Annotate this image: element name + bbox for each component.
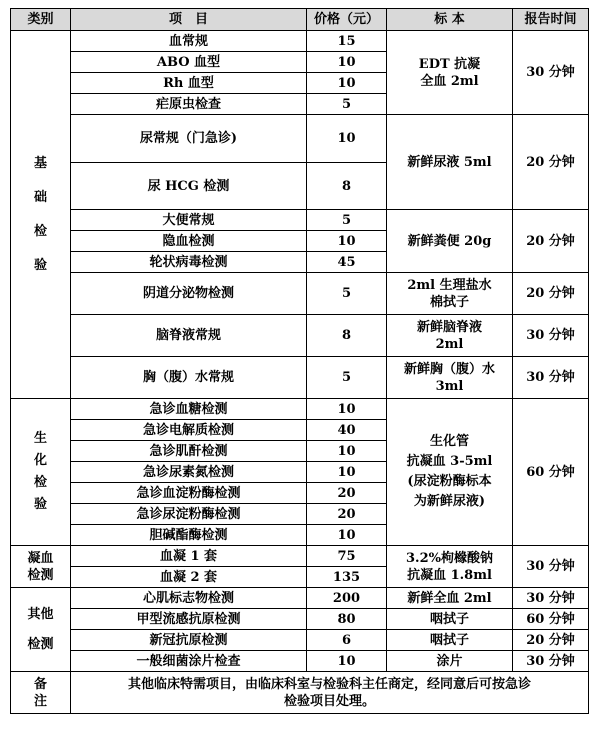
price-cell: 10 (307, 115, 387, 163)
price-cell: 10 (307, 231, 387, 252)
price-cell: 20 (307, 504, 387, 525)
item-cell: 脑脊液常规 (71, 315, 307, 357)
item-cell: ABO 血型 (71, 52, 307, 73)
item-cell: 阴道分泌物检测 (71, 273, 307, 315)
time-cell: 60 分钟 (513, 399, 589, 546)
table-row (11, 399, 589, 420)
price-cell: 40 (307, 420, 387, 441)
table-row (11, 651, 589, 672)
table-row (11, 546, 589, 567)
price-cell: 8 (307, 163, 387, 210)
specimen-cell: 生化管 抗凝血 3-5ml (尿淀粉酶标本 为新鲜尿液) (387, 399, 513, 546)
table-row (11, 588, 589, 609)
table-row (11, 31, 589, 52)
price-cell: 20 (307, 483, 387, 504)
specimen-cell: 新鲜脑脊液 2ml (387, 315, 513, 357)
price-cell: 135 (307, 567, 387, 588)
time-cell: 30 分钟 (513, 546, 589, 588)
category-basic: 基 础 检 验 (11, 31, 71, 399)
item-cell: 急诊血糖检测 (71, 399, 307, 420)
price-cell: 8 (307, 315, 387, 357)
header-item: 项 目 (71, 9, 307, 31)
time-cell: 60 分钟 (513, 609, 589, 630)
item-cell: Rh 血型 (71, 73, 307, 94)
price-cell: 10 (307, 399, 387, 420)
note-row (11, 672, 589, 714)
price-cell: 80 (307, 609, 387, 630)
item-cell: 血常规 (71, 31, 307, 52)
specimen-cell: 涂片 (387, 651, 513, 672)
time-cell: 30 分钟 (513, 357, 589, 399)
header-category: 类别 (11, 9, 71, 31)
item-cell: 急诊电解质检测 (71, 420, 307, 441)
price-cell: 10 (307, 73, 387, 94)
price-cell: 6 (307, 630, 387, 651)
specimen-cell: 新鲜全血 2ml (387, 588, 513, 609)
specimen-cell: EDT 抗凝 全血 2ml (387, 31, 513, 115)
item-cell: 急诊尿淀粉酶检测 (71, 504, 307, 525)
table-row (11, 273, 589, 315)
item-cell: 急诊肌酐检测 (71, 441, 307, 462)
item-cell: 胆碱酯酶检测 (71, 525, 307, 546)
category-note: 备 注 (11, 672, 71, 714)
price-cell: 75 (307, 546, 387, 567)
time-cell: 30 分钟 (513, 315, 589, 357)
table-row (11, 115, 589, 163)
specimen-cell: 新鲜尿液 5ml (387, 115, 513, 210)
time-cell: 30 分钟 (513, 651, 589, 672)
exam-price-table (10, 8, 589, 714)
time-cell: 20 分钟 (513, 273, 589, 315)
item-cell: 尿常规（门急诊) (71, 115, 307, 163)
price-cell: 10 (307, 462, 387, 483)
price-cell: 10 (307, 651, 387, 672)
item-cell: 血凝 2 套 (71, 567, 307, 588)
specimen-cell: 新鲜胸（腹）水 3ml (387, 357, 513, 399)
price-cell: 10 (307, 52, 387, 73)
time-cell: 20 分钟 (513, 115, 589, 210)
category-biochem: 生 化 检 验 (11, 399, 71, 546)
item-cell: 隐血检测 (71, 231, 307, 252)
table-row (11, 315, 589, 357)
time-cell: 30 分钟 (513, 31, 589, 115)
time-cell: 20 分钟 (513, 630, 589, 651)
item-cell: 胸（腹）水常规 (71, 357, 307, 399)
table-row (11, 357, 589, 399)
price-cell: 200 (307, 588, 387, 609)
note-text: 其他临床特需项目，由临床科室与检验科主任商定，经同意后可按急诊 检验项目处理。 (71, 672, 589, 714)
specimen-cell: 咽拭子 (387, 630, 513, 651)
item-cell: 血凝 1 套 (71, 546, 307, 567)
item-cell: 急诊尿素氮检测 (71, 462, 307, 483)
item-cell: 新冠抗原检测 (71, 630, 307, 651)
price-cell: 45 (307, 252, 387, 273)
price-cell: 10 (307, 525, 387, 546)
table-row (11, 630, 589, 651)
price-cell: 15 (307, 31, 387, 52)
time-cell: 30 分钟 (513, 588, 589, 609)
item-cell: 轮状病毒检测 (71, 252, 307, 273)
item-cell: 疟原虫检查 (71, 94, 307, 115)
item-cell: 尿 HCG 检测 (71, 163, 307, 210)
header-row (11, 9, 589, 31)
category-coag: 凝血 检测 (11, 546, 71, 588)
header-time: 报告时间 (513, 9, 589, 31)
item-cell: 心肌标志物检测 (71, 588, 307, 609)
header-specimen: 标 本 (387, 9, 513, 31)
price-cell: 5 (307, 273, 387, 315)
table-row (11, 609, 589, 630)
price-cell: 10 (307, 441, 387, 462)
specimen-cell: 2ml 生理盐水 棉拭子 (387, 273, 513, 315)
item-cell: 急诊血淀粉酶检测 (71, 483, 307, 504)
item-cell: 甲型流感抗原检测 (71, 609, 307, 630)
specimen-cell: 咽拭子 (387, 609, 513, 630)
time-cell: 20 分钟 (513, 210, 589, 273)
specimen-cell: 3.2%枸橼酸钠 抗凝血 1.8ml (387, 546, 513, 588)
price-cell: 5 (307, 94, 387, 115)
item-cell: 大便常规 (71, 210, 307, 231)
header-price: 价格（元） (307, 9, 387, 31)
table-row (11, 210, 589, 231)
specimen-cell: 新鲜粪便 20g (387, 210, 513, 273)
category-other: 其他 检测 (11, 588, 71, 672)
price-cell: 5 (307, 210, 387, 231)
item-cell: 一般细菌涂片检查 (71, 651, 307, 672)
price-cell: 5 (307, 357, 387, 399)
